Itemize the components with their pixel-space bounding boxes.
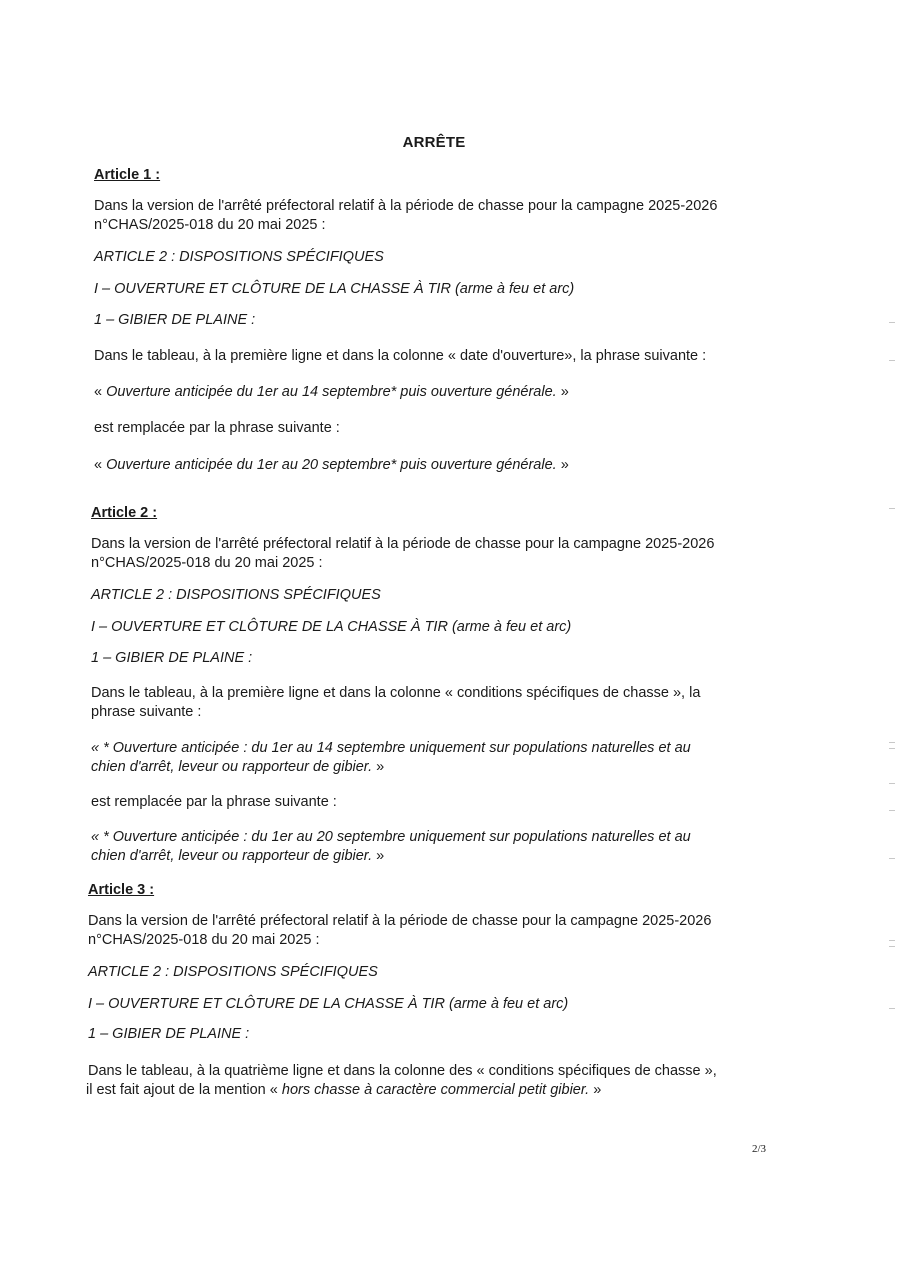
quote-close: » [589, 1082, 602, 1098]
article-1-heading: Article 1 : [94, 167, 161, 183]
article-3-ref-article: ARTICLE 2 : DISPOSITIONS SPÉCIFIQUES [88, 964, 378, 980]
mention-text: hors chasse à caractère commercial petit gibier. [281, 1082, 590, 1098]
article-2-description-line-2: phrase suivante : [91, 704, 202, 720]
article-2-ref-article: ARTICLE 2 : DISPOSITIONS SPÉCIFIQUES [91, 587, 381, 603]
article-1-new-phrase [94, 456, 569, 474]
article-2-intro-line-2: n°CHAS/2025-018 du 20 mai 2025 : [91, 555, 323, 571]
mention-prefix: il est fait ajout de la mention « [86, 1082, 282, 1098]
article-3-ref-section: I – OUVERTURE ET CLÔTURE DE LA CHASSE À TIR (arme à feu et arc) [88, 996, 569, 1012]
article-1-replaced-note: est remplacée par la phrase suivante : [94, 420, 340, 436]
article-2-description-line-1: Dans le tableau, à la première ligne et dans la colonne « conditions spécifiques de chasse », la [91, 685, 701, 701]
article-2-old-phrase-line-1: « * Ouverture anticipée : du 1er au 14 septembre uniquement sur populations naturelles et au [91, 740, 691, 756]
article-1-ref-article: ARTICLE 2 : DISPOSITIONS SPÉCIFIQUES [94, 249, 384, 265]
document-title: ARRÊTE [402, 134, 466, 151]
article-3-description-line-2 [86, 1081, 601, 1099]
old-phrase-text: Ouverture anticipée du 1er au 14 septembre* puis ouverture générale. [106, 384, 557, 400]
page-number: 2/3 [752, 1143, 767, 1155]
new-phrase-text: Ouverture anticipée du 1er au 20 septembre* puis ouverture générale. [106, 457, 557, 473]
quote-open: « [94, 384, 107, 400]
old-phrase-text: chien d'arrêt, leveur ou rapporteur de gibier. [91, 759, 373, 775]
scan-mark [889, 810, 895, 811]
scan-mark [889, 508, 895, 509]
article-2-heading: Article 2 : [91, 505, 158, 521]
article-3-ref-sub: 1 – GIBIER DE PLAINE : [88, 1026, 250, 1042]
scan-mark [889, 748, 895, 749]
article-3-description-line-1: Dans le tableau, à la quatrième ligne et dans la colonne des « conditions spécifiques de chasse », [88, 1063, 717, 1079]
quote-close: » [372, 759, 385, 775]
article-2-replaced-note: est remplacée par la phrase suivante : [91, 794, 337, 810]
scan-mark [889, 946, 895, 947]
article-1-intro-line-1: Dans la version de l'arrêté préfectoral relatif à la période de chasse pour la campagne 2025-2026 [94, 198, 718, 214]
quote-open: « [94, 457, 107, 473]
scan-mark [889, 783, 895, 784]
quote-close: » [556, 457, 569, 473]
article-2-ref-section: I – OUVERTURE ET CLÔTURE DE LA CHASSE À TIR (arme à feu et arc) [91, 619, 572, 635]
article-1-ref-sub: 1 – GIBIER DE PLAINE : [94, 312, 256, 328]
article-2-new-phrase-line-1: « * Ouverture anticipée : du 1er au 20 septembre uniquement sur populations naturelles et au [91, 829, 691, 845]
scan-mark [889, 742, 895, 743]
scan-mark [889, 940, 895, 941]
article-1-description: Dans le tableau, à la première ligne et dans la colonne « date d'ouverture», la phrase suivante : [94, 348, 707, 364]
article-2-old-phrase-line-2 [91, 758, 384, 776]
new-phrase-text: chien d'arrêt, leveur ou rapporteur de gibier. [91, 848, 373, 864]
scan-mark [889, 360, 895, 361]
article-1-ref-section: I – OUVERTURE ET CLÔTURE DE LA CHASSE À TIR (arme à feu et arc) [94, 281, 575, 297]
article-2-intro-line-1: Dans la version de l'arrêté préfectoral relatif à la période de chasse pour la campagne 2025-2026 [91, 536, 715, 552]
scan-mark [889, 322, 895, 323]
article-2-new-phrase-line-2 [91, 847, 384, 865]
article-2-ref-sub: 1 – GIBIER DE PLAINE : [91, 650, 253, 666]
article-1-intro-line-2: n°CHAS/2025-018 du 20 mai 2025 : [94, 217, 326, 233]
scan-mark [889, 1008, 895, 1009]
article-3-intro-line-2: n°CHAS/2025-018 du 20 mai 2025 : [88, 932, 320, 948]
quote-close: » [556, 384, 569, 400]
article-1-old-phrase [94, 383, 569, 401]
article-3-heading: Article 3 : [88, 882, 155, 898]
quote-close: » [372, 848, 385, 864]
scan-mark [889, 858, 895, 859]
article-3-intro-line-1: Dans la version de l'arrêté préfectoral relatif à la période de chasse pour la campagne 2025-2026 [88, 913, 712, 929]
